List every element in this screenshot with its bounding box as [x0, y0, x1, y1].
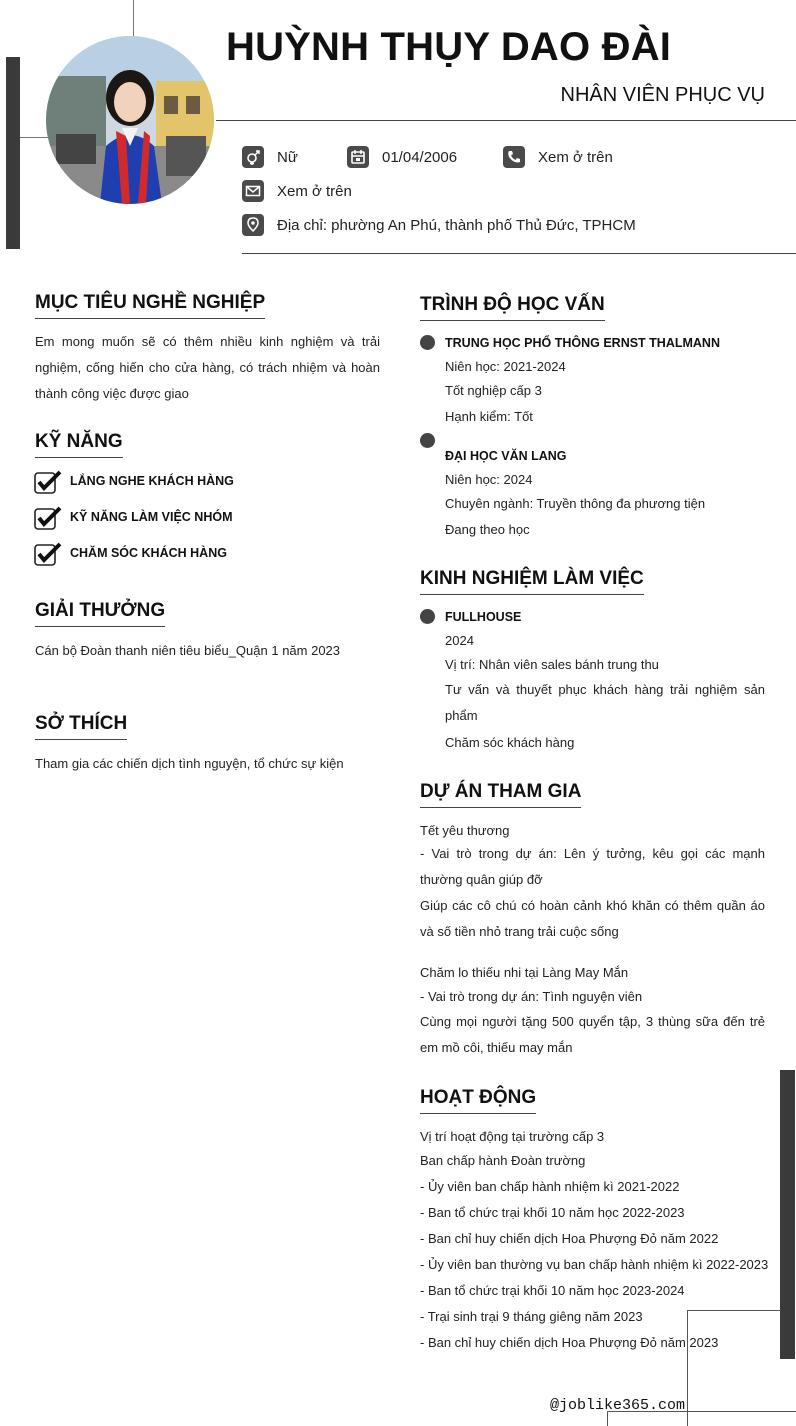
checkbox-icon [34, 542, 62, 566]
activity-item: - Ban chỉ huy chiến dịch Hoa Phượng Đỏ năm 2023 [420, 1335, 719, 1350]
activity-item: - Trại sinh trại 9 tháng giêng năm 2023 [420, 1309, 643, 1324]
activity-item: - Ban tổ chức trại khối 10 năm học 2023-2024 [420, 1283, 685, 1298]
project-name: Chăm lo thiếu nhi tại Làng May Mắn [420, 965, 629, 980]
timeline-dot [420, 433, 435, 448]
corner-frame [687, 1310, 781, 1426]
email-value: Xem ở trên [277, 183, 352, 200]
experience-task: Chăm sóc khách hàng [445, 735, 575, 750]
activity-item: - Ban tổ chức trại khối 10 năm học 2022-2023 [420, 1205, 685, 1220]
gender-icon [242, 146, 264, 168]
education-line: Niên học: 2021-2024 [445, 359, 566, 374]
education-line: Niên học: 2024 [445, 472, 533, 487]
left-accent-bar [6, 57, 20, 249]
top-divider-line [133, 0, 134, 36]
calendar-icon [347, 146, 369, 168]
right-accent-bar [780, 1070, 795, 1359]
phone-value: Xem ở trên [538, 149, 613, 166]
job-title: NHÂN VIÊN PHỤC VỤ [560, 84, 765, 106]
objective-text: Em mong muốn sẽ có thêm nhiều kinh nghiệm và trải nghiệm, cống hiến cho cửa hàng, có trách nhiệm và hoàn thành công việc được giao [35, 334, 380, 401]
school-name: ĐẠI HỌC VĂN LANG [445, 449, 567, 463]
activity-item: Ban chấp hành Đoàn trường [420, 1153, 586, 1168]
project-role: - Vai trò trong dự án: Tình nguyện viên [420, 989, 643, 1004]
candidate-name: HUỲNH THỤY DAO ĐÀI [226, 25, 672, 69]
awards-text: Cán bộ Đoàn thanh niên tiêu biểu_Quận 1 năm 2023 [35, 643, 341, 658]
email-icon [242, 180, 264, 202]
projects-title: DỰ ÁN THAM GIA [420, 781, 581, 808]
education-line: Tốt nghiệp cấp 3 [445, 383, 542, 398]
project-description: Cùng mọi người tặng 500 quyển tập, 3 thùng sữa đến trẻ em mồ côi, thiếu may mắn [420, 1014, 765, 1055]
activity-item: - Ủy viên ban thường vụ ban chấp hành nhiệm kì 2022-2023 [420, 1257, 769, 1272]
skill-item: LẮNG NGHE KHÁCH HÀNG [70, 474, 234, 488]
company-name: FULLHOUSE [445, 610, 522, 624]
activity-item: - Ủy viên ban chấp hành nhiệm kì 2021-2022 [420, 1179, 680, 1194]
education-title: TRÌNH ĐỘ HỌC VẤN [420, 294, 605, 321]
checkbox-icon [34, 506, 62, 530]
activity-item: - Ban chỉ huy chiến dịch Hoa Phượng Đỏ năm 2022 [420, 1231, 719, 1246]
location-icon [242, 214, 264, 236]
avatar [46, 36, 214, 204]
checkbox-icon [34, 470, 62, 494]
hobbies-text: Tham gia các chiến dịch tình nguyện, tổ chức sự kiện [35, 756, 344, 771]
timeline-dot [420, 335, 435, 350]
watermark: @joblike365.com [550, 1397, 686, 1414]
header-divider [216, 120, 796, 121]
school-name: TRUNG HỌC PHỔ THÔNG ERNST THALMANN [445, 336, 720, 350]
experience-year: 2024 [445, 633, 474, 648]
address-value: Địa chỉ: phường An Phú, thành phố Thủ Đức, TPHCM [277, 217, 636, 234]
phone-icon [503, 146, 525, 168]
photo-divider-line [20, 137, 48, 138]
project-name: Tết yêu thương [420, 823, 510, 838]
experience-task: Tư vấn và thuyết phục khách hàng trải nghiệm sản phẩm [445, 682, 765, 723]
skill-item: CHĂM SÓC KHÁCH HÀNG [70, 546, 227, 560]
project-description: Giúp các cô chú có hoàn cảnh khó khăn có thêm quần áo và số tiền nhỏ trang trải cuộc sống [420, 898, 765, 939]
experience-position: Vị trí: Nhân viên sales bánh trung thu [445, 657, 659, 672]
education-line: Hạnh kiểm: Tốt [445, 409, 533, 424]
experience-title: KINH NGHIỆM LÀM VIỆC [420, 568, 644, 595]
awards-title: GIẢI THƯỞNG [35, 600, 165, 627]
info-divider [242, 253, 796, 254]
birthday-value: 01/04/2006 [382, 149, 458, 166]
hobbies-title: SỞ THÍCH [35, 713, 127, 740]
skill-item: KỸ NĂNG LÀM VIỆC NHÓM [70, 510, 233, 524]
objective-title: MỤC TIÊU NGHỀ NGHIỆP [35, 292, 265, 319]
project-role: - Vai trò trong dự án: Lên ý tưởng, kêu gọi các mạnh thường quân giúp đỡ [420, 846, 765, 887]
timeline-dot [420, 609, 435, 624]
education-line: Chuyên ngành: Truyền thông đa phương tiện [445, 496, 706, 511]
education-line: Đang theo học [445, 522, 530, 537]
skills-title: KỸ NĂNG [35, 431, 123, 458]
activities-title: HOẠT ĐỘNG [420, 1087, 536, 1114]
gender-value: Nữ [277, 149, 298, 166]
activity-item: Vị trí hoạt động tại trường cấp 3 [420, 1129, 605, 1144]
